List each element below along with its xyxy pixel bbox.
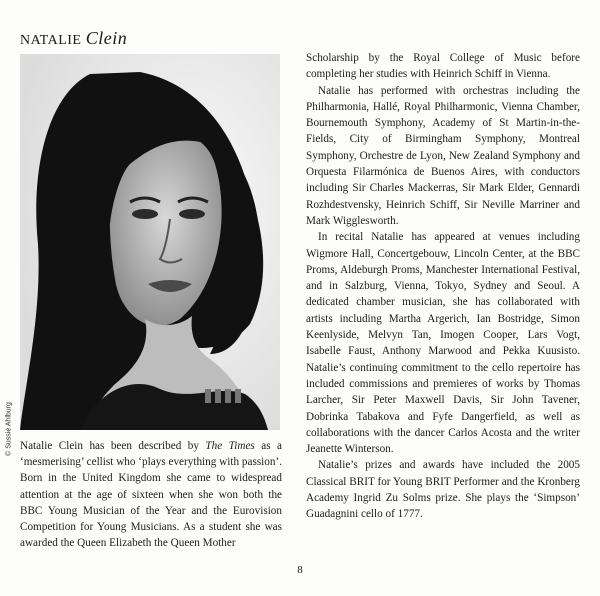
bio-column-left [20,438,282,551]
page-number: 8 [297,564,303,576]
bio-intro-continued: Scholarship by the Royal College of Music before completing her studies with Heinrich Schiff in Vienna. [306,52,580,81]
header-first-name: NATALIE [20,33,82,48]
header-last-name: Clein [85,28,128,48]
intro-after: as a ‘mesmerising’ cellist who ‘plays everything with passion’. Born in the United Kingdom she came to widespread attention at the age of sixteen when she won both the BBC Young Musician of the Year and the Eurovision Competition for Young Musicians. As a student she was awarded the Queen Elizabeth the Queen Mother [20,440,282,550]
intro-before: Natalie Clein has been described by [20,440,206,452]
page-header [20,28,127,49]
bio-column-right [306,50,580,523]
bio-paragraph-awards: Natalie’s prizes and awards have included the 2005 Classical BRIT for Young BRIT Performer and the Kronberg Academy Ingrid Zu Solms prize. She plays the ‘Simpson’ Guadagnini cello of 1777. [306,459,580,521]
bio-paragraph-recital: In recital Natalie has appeared at venues including Wigmore Hall, Concertgebouw, Lincoln Center, at the BBC Proms, Aldeburgh Proms, Manchester International Festival, and in Salzburg, Vienna, Tokyo, Sydney and Seoul. A dedicated chamber musician, she has collaborated with artists including Martha Argerich, Ian Bostridge, Simon Keenlyside, Melvyn Tan, Imogen Cooper, Lars Vogt, Isabelle Faust, Anthony Marwood and Pekka Kuusisto. Natalie’s continuing commitment to the cello repertoire has included commissions and premieres of works by Thomas Larcher, Sir Peter Maxwell Davis, Sir John Tavener, Dobrinka Tabakova and Fyfe Dangerfield, as well as collaborations with the dancer Carlos Acosta and the writer Jeanette Winterson. [306,231,580,456]
portrait-illustration [20,54,280,430]
portrait-photo [20,54,280,430]
bio-paragraph-orchestras: Natalie has performed with orchestras including the Philharmonia, Hallé, Royal Philharmonic, Vienna Chamber, Bournemouth Symphony, Academy of St Martin-in-the-Fields, City of Birmingham Symphony, Montreal Symphony, Orchestre de Lyon, New Zealand Symphony and Orquesta Filarmónica de Buenos Aires, with conductors including Sir Charles Mackerras, Sir Mark Elder, Gennardi Rozhdestvensky, Heinrich Schiff, Sir Neville Marriner and Mark Wigglesworth. [306,84,580,227]
photo-credit-text: © Sussie Ahlburg [5,402,13,456]
publication-name: The Times [205,440,255,452]
photo-credit [2,398,16,460]
bio-intro-paragraph [20,438,282,551]
